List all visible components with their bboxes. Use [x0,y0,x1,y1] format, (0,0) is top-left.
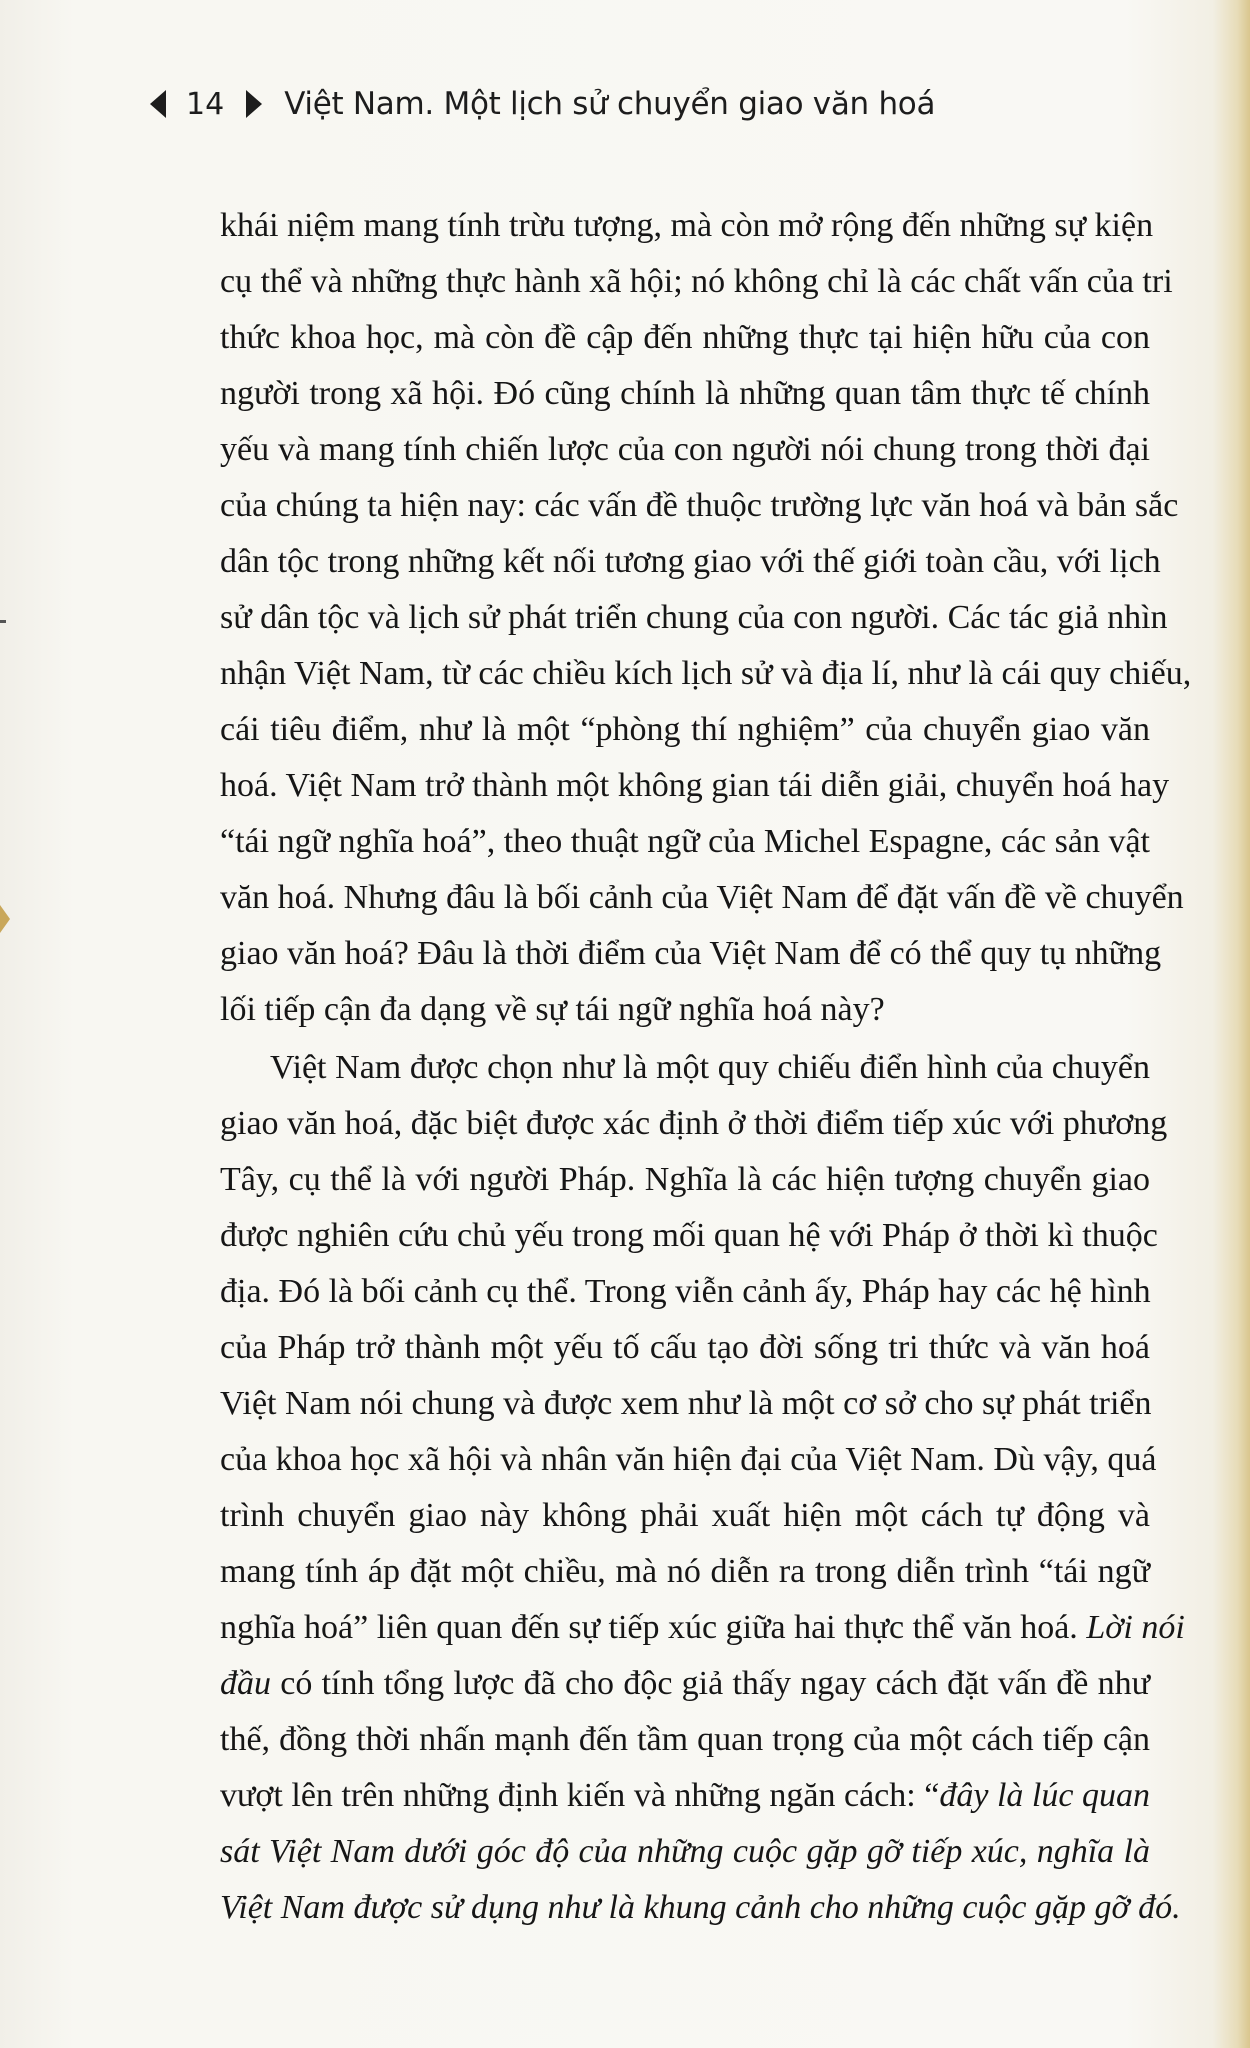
text-line: Việt Nam nói chung và được xem như là một cơ sở cho sự phát triển [220,1385,1152,1422]
italic-quote: sát Việt Nam dưới góc độ của những cuộc gặp gỡ tiếp xúc, nghĩa là [220,1833,1150,1870]
page-number: 14 [186,86,225,122]
text-line: mang tính áp đặt một chiều, mà nó diễn ra trong diễn trình “tái ngữ [220,1553,1150,1590]
text-line: yếu và mang tính chiến lược của con người nói chung trong thời đại [220,431,1150,468]
text-line: hoá. Việt Nam trở thành một không gian tái diễn giải, chuyển hoá hay [220,767,1170,804]
italic-title: đầu [220,1665,271,1702]
text-line: nhận Việt Nam, từ các chiều kích lịch sử và địa lí, như là cái quy chiếu, [220,655,1192,692]
text-line: văn hoá. Nhưng đâu là bối cảnh của Việt Nam để đặt vấn đề về chuyển [220,879,1184,916]
paragraph-2 [220,1040,1185,1936]
text-line [220,1656,1150,1712]
text-line: được nghiên cứu chủ yếu trong mối quan hệ với Pháp ở thời kì thuộc [220,1217,1158,1254]
text-line: Việt Nam được chọn như là một quy chiếu điển hình của chuyển [270,1049,1150,1086]
text-line [220,1824,1150,1880]
text-line: “tái ngữ nghĩa hoá”, theo thuật ngữ của Michel Espagne, các sản vật [220,823,1150,860]
page-edge-mark [0,620,6,623]
paragraph-1 [220,198,1192,1038]
text-line: giao văn hoá? Đâu là thời điểm của Việt Nam để có thể quy tụ những [220,935,1162,972]
text-run: vượt lên trên những định kiến và những ngăn cách: “ [220,1777,940,1814]
italic-quote: Việt Nam được sử dụng như là khung cảnh cho những cuộc gặp gỡ đó. [220,1889,1181,1926]
text-line: khái niệm mang tính trừu tượng, mà còn mở rộng đến những sự kiện [220,207,1154,244]
text-line: cái tiêu điểm, như là một “phòng thí nghiệm” của chuyển giao văn [220,711,1150,748]
italic-quote: đây là lúc quan [939,1777,1150,1814]
left-arrow-icon [150,90,166,118]
text-line: thế, đồng thời nhấn mạnh đến tầm quan trọng của một cách tiếp cận [220,1721,1150,1758]
text-line [220,1768,1150,1824]
text-line: của Pháp trở thành một yếu tố cấu tạo đời sống tri thức và văn hoá [220,1329,1150,1366]
italic-title: Lời nói [1086,1609,1185,1646]
text-line: Tây, cụ thể là với người Pháp. Nghĩa là các hiện tượng chuyển giao [220,1161,1150,1198]
text-line: trình chuyển giao này không phải xuất hiện một cách tự động và [220,1497,1150,1534]
text-line: người trong xã hội. Đó cũng chính là những quan tâm thực tế chính [220,375,1150,412]
text-line: dân tộc trong những kết nối tương giao với thế giới toàn cầu, với lịch [220,543,1161,580]
text-line: cụ thể và những thực hành xã hội; nó không chỉ là các chất vấn của tri [220,263,1173,300]
text-line: địa. Đó là bối cảnh cụ thể. Trong viễn cảnh ấy, Pháp hay các hệ hình [220,1273,1151,1310]
text-line: lối tiếp cận đa dạng về sự tái ngữ nghĩa hoá này? [220,991,885,1028]
text-run: nghĩa hoá” liên quan đến sự tiếp xúc giữa hai thực thể văn hoá. [220,1609,1087,1646]
text-line: sử dân tộc và lịch sử phát triển chung của con người. Các tác giả nhìn [220,599,1168,636]
running-title: Việt Nam. Một lịch sử chuyển giao văn hoá [284,86,936,122]
body-text [220,198,1192,1936]
text-line [220,1880,1181,1936]
text-run: có tính tổng lược đã cho độc giả thấy ngay cách đặt vấn đề như [271,1665,1150,1702]
text-line: của chúng ta hiện nay: các vấn đề thuộc trường lực văn hoá và bản sắc [220,487,1179,524]
text-line: thức khoa học, mà còn đề cập đến những thực tại hiện hữu của con [220,319,1150,356]
text-line: giao văn hoá, đặc biệt được xác định ở thời điểm tiếp xúc với phương [220,1105,1168,1142]
right-arrow-icon [246,90,262,118]
page-edge-mark [0,905,10,933]
page-header [150,76,935,132]
text-line: của khoa học xã hội và nhân văn hiện đại của Việt Nam. Dù vậy, quá [220,1441,1157,1478]
text-line [220,1600,1185,1656]
